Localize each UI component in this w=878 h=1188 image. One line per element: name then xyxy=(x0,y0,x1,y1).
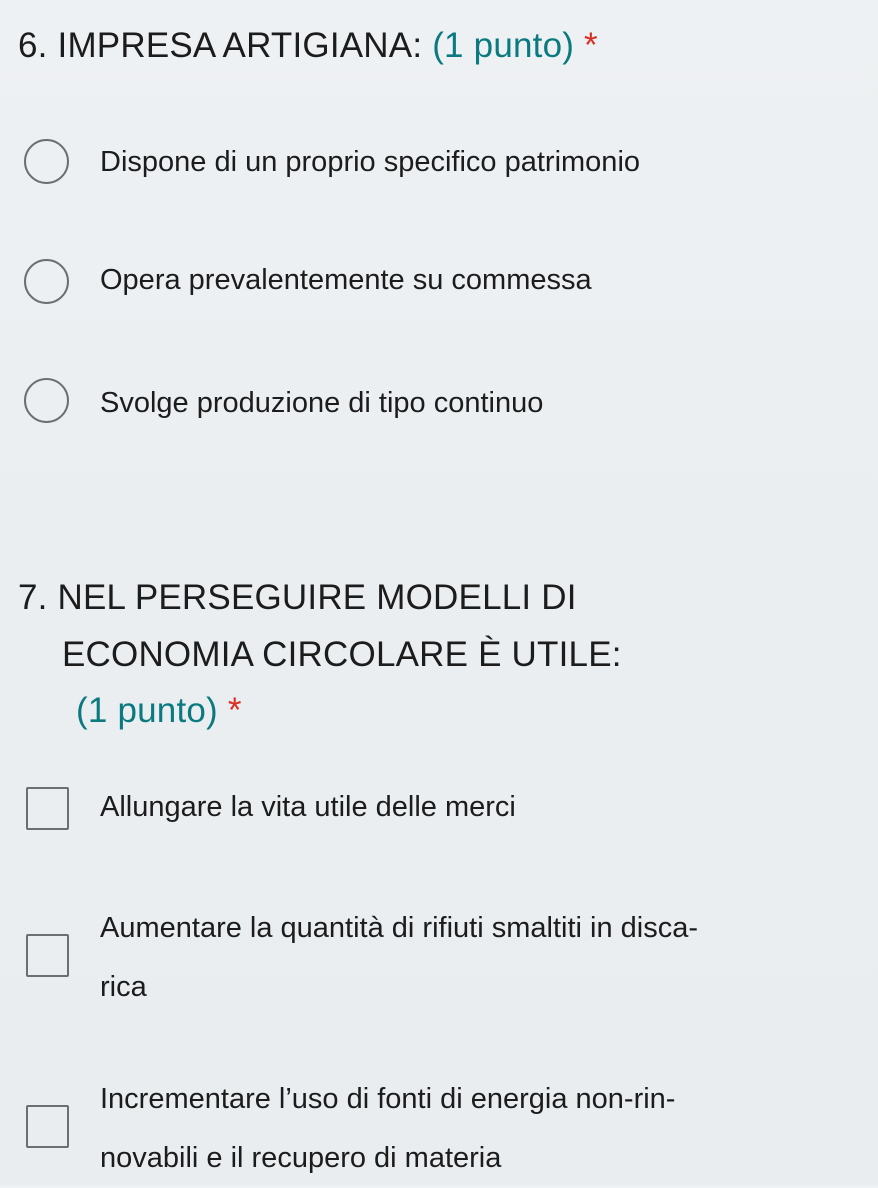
question-title: ECONOMIA CIRCOLARE È UTILE: xyxy=(62,635,622,674)
option-label-line-2: rica xyxy=(100,971,147,1003)
question-7-title-line-2 xyxy=(62,625,622,684)
question-6-title xyxy=(18,16,598,75)
checkbox[interactable] xyxy=(26,1105,69,1148)
checkbox[interactable] xyxy=(26,934,69,977)
checkbox[interactable] xyxy=(26,787,69,830)
question-title: NEL PERSEGUIRE MODELLI DI xyxy=(57,578,577,617)
points-label: (1 punto) xyxy=(76,691,218,730)
option-label: Opera prevalentemente su commessa xyxy=(100,264,592,296)
option-label: Allungare la vita utile delle merci xyxy=(100,791,516,823)
checkbox-option-vita-utile[interactable] xyxy=(24,778,864,837)
radio-option-patrimonio[interactable] xyxy=(24,133,864,192)
option-label-line-1: Aumentare la quantità di rifiuti smaltiti in disca- xyxy=(100,912,698,944)
checkbox-option-energia[interactable] xyxy=(24,1070,864,1188)
radio-option-commessa[interactable] xyxy=(24,251,864,310)
question-7-points xyxy=(76,681,242,740)
option-label-line-1: Incrementare l’uso di fonti di energia non-rin- xyxy=(100,1083,676,1115)
option-label-line-2: novabili e il recupero di materia xyxy=(100,1142,502,1174)
radio-option-continuo[interactable] xyxy=(24,374,864,433)
question-title: IMPRESA ARTIGIANA: xyxy=(57,26,423,65)
checkbox-option-rifiuti[interactable] xyxy=(24,899,864,1017)
radio-button[interactable] xyxy=(24,259,69,304)
question-7-title-line-1 xyxy=(18,568,577,627)
radio-button[interactable] xyxy=(24,139,69,184)
radio-button[interactable] xyxy=(24,378,69,423)
option-label: Svolge produzione di tipo continuo xyxy=(100,387,544,419)
required-asterisk: * xyxy=(227,691,242,730)
required-asterisk: * xyxy=(584,26,598,65)
question-number: 6. xyxy=(18,26,48,65)
option-label: Dispone di un proprio specifico patrimonio xyxy=(100,146,641,178)
question-number: 7. xyxy=(18,578,48,617)
points-label: (1 punto) xyxy=(432,26,575,65)
